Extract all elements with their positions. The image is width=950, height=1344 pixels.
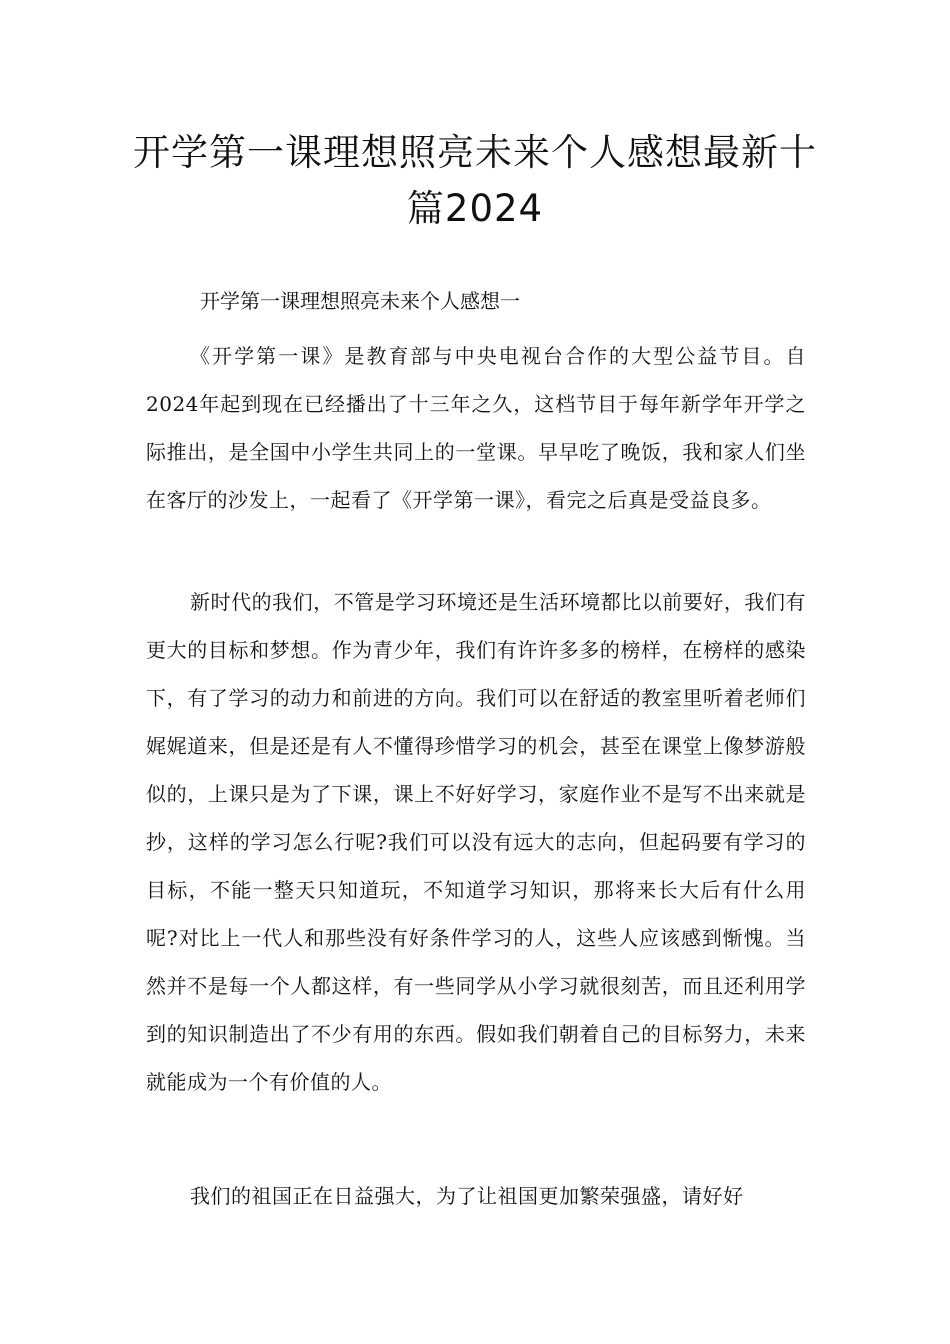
paragraph-intro: 《开学第一课》是教育部与中央电视台合作的大型公益节目。自2024年起到现在已经播出了十三年之久，这档节目于每年新学年开学之际推出，是全国中小学生共同上的一堂课。早早吃了晚饭，我和家人们坐在客厅的沙发上，一起看了《开学第一课》，看完之后真是受益良多。 xyxy=(146,344,806,512)
paragraph-new-era: 新时代的我们，不管是学习环境还是生活环境都比以前要好，我们有更大的目标和梦想。作为青少年，我们有许许多多的榜样，在榜样的感染下，有了学习的动力和前进的方向。我们可以在舒适的教室里听着老师们娓娓道来，但是还是有人不懂得珍惜学习的机会，甚至在课堂上像梦游般似的，上课只是为了下课，课上不好好学习，家庭作业不是写不出来就是抄，这样的学习怎么行呢?我们可以没有远大的志向，但起码要有学习的目标，不能一整天只知道玩，不知道学习知识，那将来长大后有什么用呢?对比上一代人和那些没有好条件学习的人，这些人应该感到惭愧。当然并不是每一个人都这样，有一些同学从小学习就很刻苦，而且还利用学到的知识制造出了不少有用的东西。假如我们朝着自己的目标努力，未来就能成为一个有价值的人。 xyxy=(146,590,806,1094)
section-heading: 开学第一课理想照亮未来个人感想一 xyxy=(200,289,520,313)
paragraph-motherland: 我们的祖国正在日益强大，为了让祖国更加繁荣强盛，请好好 xyxy=(190,1184,744,1208)
document-title: 开学第一课理想照亮未来个人感想最新十篇2024 xyxy=(133,131,817,230)
